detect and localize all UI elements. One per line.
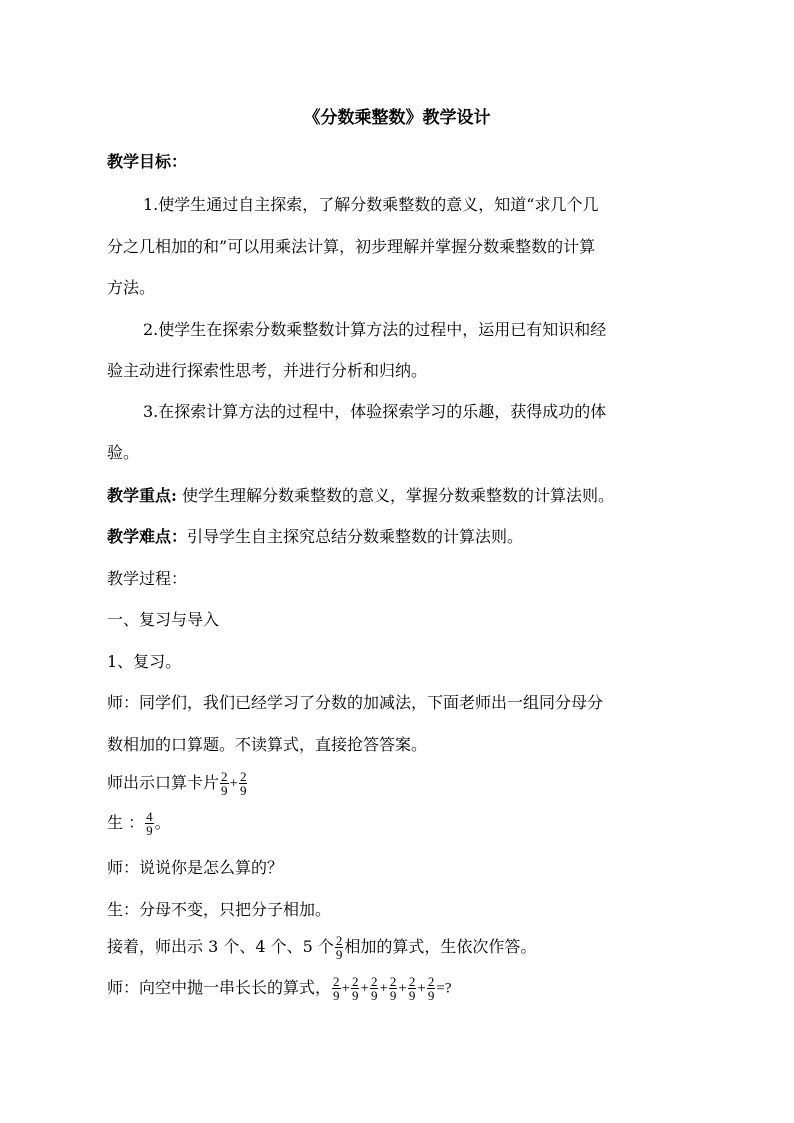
answer-fraction: $\frac{4}{9}$ bbox=[146, 809, 153, 838]
difficulty-label: 教学难点： bbox=[107, 527, 188, 546]
objective-2-line-1: 2.使学生在探索分数乘整数计算方法的过程中，运用已有知识和经 bbox=[143, 320, 607, 339]
equals-question: =? bbox=[436, 980, 452, 997]
fraction: $\frac{2}{9}$ bbox=[351, 974, 359, 1003]
objective-1-line-1: 1.使学生通过自主探索，了解分数乘整数的意义，知道“求几个几 bbox=[143, 195, 599, 214]
teacher-question: 师：说说你是怎么算的？ bbox=[107, 858, 284, 877]
fraction: $\frac{2}{9}$ bbox=[335, 933, 343, 962]
objective-3-line-1: 3.在探索计算方法的过程中，体验探索学习的乐趣，获得成功的体 bbox=[143, 402, 607, 421]
long-expression-prefix: 师：向空中抛一串长长的算式， bbox=[107, 978, 332, 997]
student-explanation: 生：分母不变，只把分子相加。 bbox=[107, 900, 332, 919]
student-answer-prefix: 生 ： bbox=[107, 813, 145, 832]
objective-2-line-2: 验主动进行探索性思考，并进行分析和归纳。 bbox=[107, 361, 428, 380]
objective-1-line-3: 方法。 bbox=[107, 278, 156, 297]
next-prefix: 接着，师出示 3 个、4 个、5 个 bbox=[107, 937, 334, 956]
next-instruction bbox=[107, 932, 687, 962]
key-point-text: 使学生理解分数乘整数的意义，掌握分数乘整数的计算法则。 bbox=[176, 486, 615, 505]
plus-sign: + bbox=[341, 980, 350, 997]
objective-1-line-2: 分之几相加的和”可以用乘法计算，初步理解并掌握分数乘整数的计算 bbox=[107, 237, 596, 256]
difficulty bbox=[107, 526, 687, 548]
process-heading: 教学过程： bbox=[107, 569, 188, 588]
plus-sign: + bbox=[417, 980, 426, 997]
teacher-intro-line-2: 数相加的口算题。不读算式，直接抢答答案。 bbox=[107, 735, 428, 754]
student-answer bbox=[107, 808, 687, 838]
fraction: $\frac{2}{9}$ bbox=[221, 769, 228, 798]
plus-sign: + bbox=[360, 980, 369, 997]
fraction: $\frac{2}{9}$ bbox=[370, 974, 378, 1003]
section-review-heading: 一、复习与导入 bbox=[107, 610, 220, 629]
key-point bbox=[107, 485, 687, 507]
card-expression bbox=[107, 768, 687, 799]
fraction: $\frac{2}{9}$ bbox=[427, 974, 435, 1003]
plus-sign: + bbox=[229, 775, 238, 792]
card-text: 师出示口算卡片 bbox=[107, 773, 220, 792]
fraction: $\frac{2}{9}$ bbox=[333, 974, 340, 1003]
student-answer-suffix: 。 bbox=[154, 813, 171, 832]
fraction: $\frac{2}{9}$ bbox=[389, 974, 397, 1003]
document-title: 《分数乘整数》教学设计 bbox=[303, 108, 491, 128]
fraction: $\frac{2}{9}$ bbox=[408, 974, 416, 1003]
review-item: 1、复习。 bbox=[107, 652, 182, 671]
plus-sign: + bbox=[398, 980, 407, 997]
key-point-label: 教学重点: bbox=[107, 486, 177, 505]
objective-3-line-2: 验。 bbox=[107, 443, 140, 462]
long-expression bbox=[107, 973, 687, 1004]
difficulty-text: 引导学生自主探究总结分数乘整数的计算法则。 bbox=[187, 527, 524, 546]
plus-sign: + bbox=[379, 980, 388, 997]
teacher-intro-line-1: 师：同学们，我们已经学习了分数的加减法，下面老师出一组同分母分 bbox=[107, 693, 604, 712]
objectives-heading: 教学目标： bbox=[107, 152, 188, 171]
next-suffix: 相加的算式，生依次作答。 bbox=[344, 937, 537, 956]
fraction: $\frac{2}{9}$ bbox=[239, 769, 247, 798]
